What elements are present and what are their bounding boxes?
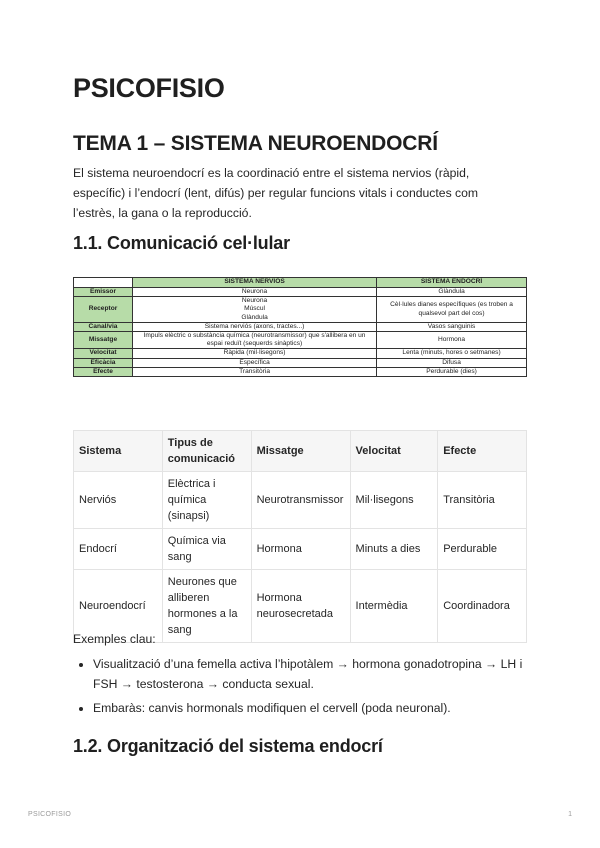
header-missatge: Missatge <box>251 431 350 472</box>
systems-table-row <box>74 529 527 570</box>
image-table-cell-endocri: Cèl·lules dianes específiques (es troben a qualsevol part del cos) <box>377 297 527 323</box>
image-table-cell-nervios: Transitòria <box>133 367 377 376</box>
image-table-cell-nervios: Impuls elèctric o substància química (neurotransmissor) que s'allibera en un espai reduït (sequerds sinàptics) <box>133 332 377 349</box>
cell-efecte: Coordinadora <box>438 570 527 643</box>
header-velocitat: Velocitat <box>350 431 438 472</box>
systems-table-row <box>74 472 527 529</box>
image-table-cell-nervios: Ràpida (mil·lisegons) <box>133 349 377 358</box>
cell-sistema: Neuroendocrí <box>74 570 163 643</box>
image-table-row <box>74 332 527 349</box>
cell-tipus: Química via sang <box>162 529 251 570</box>
image-table-cell-endocri: Lenta (minuts, hores o setmanes) <box>377 349 527 358</box>
image-table-row-label: Velocitat <box>74 349 133 358</box>
image-table-cell-nervios: Específica <box>133 358 377 367</box>
image-table-row <box>74 297 527 323</box>
page-number: 1 <box>568 811 572 818</box>
examples-label: Exemples clau: <box>73 632 156 646</box>
cell-sistema: Nerviós <box>74 472 163 529</box>
image-table-cell-endocri: Glàndula <box>377 288 527 297</box>
footer-title: PSICOFISIO <box>28 811 72 818</box>
image-table-row-label: Emissor <box>74 288 133 297</box>
image-table-row <box>74 349 527 358</box>
cell-tipus: Elèctrica i química (sinapsi) <box>162 472 251 529</box>
image-table-cell-nervios: Neurona <box>133 288 377 297</box>
cell-efecte: Transitòria <box>438 472 527 529</box>
image-table-row-label: Missatge <box>74 332 133 349</box>
example-item: • Embaràs: canvis hormonals modifiquen el cervell (poda neuronal). <box>93 698 533 718</box>
image-table-row-label: Efecte <box>74 367 133 376</box>
image-table-cell-endocri: Vasos sanguinis <box>377 322 527 331</box>
section-heading-1: 1.1. Comunicació cel·lular <box>73 233 290 253</box>
systems-table <box>73 430 527 643</box>
image-table-row <box>74 367 527 376</box>
cell-missatge: Hormona neurosecretada <box>251 570 350 643</box>
image-table-row <box>74 322 527 331</box>
image-table-row <box>74 288 527 297</box>
image-table-header-nervios: SISTEMA NERVIÓS <box>133 278 377 288</box>
cell-sistema: Endocrí <box>74 529 163 570</box>
image-table-cell-endocri: Hormona <box>377 332 527 349</box>
image-table-corner <box>74 278 133 288</box>
image-table-cell-endocri: Perdurable (dies) <box>377 367 527 376</box>
image-table-cell-endocri: Difusa <box>377 358 527 367</box>
examples-list <box>73 654 533 722</box>
image-table-row <box>74 358 527 367</box>
cell-velocitat: Intermèdia <box>350 570 438 643</box>
cell-missatge: Hormona <box>251 529 350 570</box>
section-heading-2: 1.2. Organització del sistema endocrí <box>73 736 383 756</box>
cell-efecte: Perdurable <box>438 529 527 570</box>
intro-paragraph: El sistema neuroendocrí es la coordinació entre el sistema nervios (ràpid, específic) i l’endocrí (lent, difús) per regular funcions vitals i conductes com l’estrès, la gana o la reproducció. <box>73 166 479 220</box>
image-table-row-label: Eficàcia <box>74 358 133 367</box>
image-table-header-endocri: SISTEMA ENDOCRÍ <box>377 278 527 288</box>
example-item: • Visualització d’una femella activa l’hipotàlem → hormona gonadotropina → LH i FSH → testosterona → conducta sexual. <box>93 654 533 694</box>
cell-velocitat: Mil·lisegons <box>350 472 438 529</box>
image-table-cell-nervios: Sistema nerviós (axons, tractes...) <box>133 322 377 331</box>
image-table-row-label: Canal/via <box>74 322 133 331</box>
document-title: PSICOFISIO <box>73 73 225 103</box>
cell-tipus: Neurones que alliberen hormones a la sang <box>162 570 251 643</box>
image-table-header-row <box>74 278 527 288</box>
cell-velocitat: Minuts a dies <box>350 529 438 570</box>
image-table-row-label: Receptor <box>74 297 133 323</box>
topic-title: TEMA 1 – SISTEMA NEUROENDOCRÍ <box>73 132 438 155</box>
header-tipus-comunicacio: Tipus de comunicació <box>162 431 251 472</box>
systems-table-header-row <box>74 431 527 472</box>
header-sistema: Sistema <box>74 431 163 472</box>
header-efecte: Efecte <box>438 431 527 472</box>
comparison-image-table <box>73 277 527 377</box>
image-table-cell-nervios: Neurona Múscul Glàndula <box>133 297 377 323</box>
cell-missatge: Neurotransmissor <box>251 472 350 529</box>
